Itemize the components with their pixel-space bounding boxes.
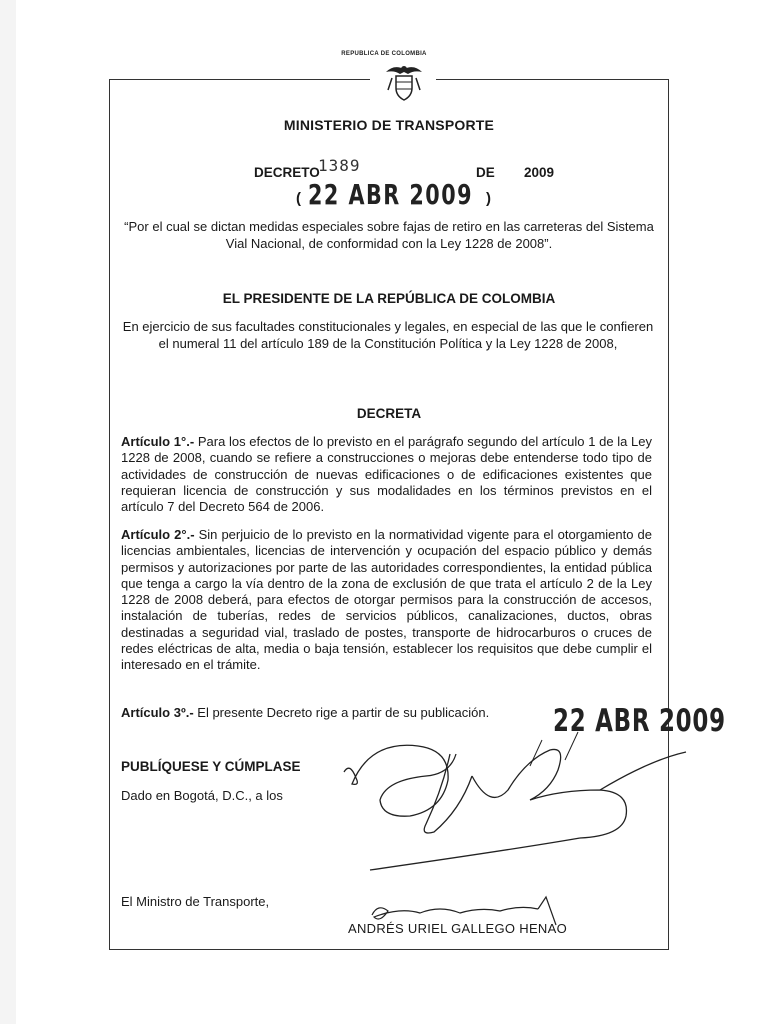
decreta-heading: DECRETA bbox=[356, 406, 422, 421]
ministry-title: MINISTERIO DE TRANSPORTE bbox=[283, 117, 495, 133]
decreto-label: DECRETO bbox=[254, 165, 320, 180]
president-heading: EL PRESIDENTE DE LA REPÚBLICA DE COLOMBIA bbox=[222, 291, 556, 306]
paren-open: ( bbox=[296, 190, 301, 207]
de-label: DE bbox=[476, 165, 495, 180]
decree-number: 1389 bbox=[318, 156, 361, 175]
article-label: Artículo 1°.- bbox=[121, 434, 195, 449]
ministro-label: El Ministro de Transporte, bbox=[121, 894, 270, 909]
paren-close: ) bbox=[486, 190, 491, 207]
date-stamp-bottom: 22 ABR 2009 bbox=[553, 703, 726, 739]
dado-text: Dado en Bogotá, D.C., a los bbox=[121, 788, 283, 803]
decree-year: 2009 bbox=[524, 165, 555, 180]
article-label: Artículo 2°.- bbox=[121, 527, 195, 542]
article-text: El presente Decreto rige a partir de su publicación. bbox=[197, 705, 490, 720]
signer-name: ANDRÉS URIEL GALLEGO HENAO bbox=[348, 921, 567, 936]
article-text: Sin perjuicio de lo previsto en la normatividad vigente para el otorgamiento de licencias ambientales, licencias de intervención y ocupación del espacio público y demás permisos y autorizaciones por parte de las autoridades correspondientes, la entidad pública que tenga a cargo la vía dentro de la zona de exclusión de que trata el artículo 2 de la Ley 1228 de 2008 deberá, para efectos de otorgar permisos para la construcción de accesos, instalación de tuberías, redes de servicios públicos, canalizaciones, ductos, obras destinadas a seguridad vial, traslado de postes, transporte de hidrocarburos o cruces de redes eléctricas de alta, media o baja tensión, establecer los requisitos que debe cumplir el interesado en el trámite. bbox=[121, 527, 652, 673]
article-2 bbox=[121, 527, 652, 674]
decree-subtitle: “Por el cual se dictan medidas especiales sobre fajas de retiro en las carreteras del Sistema Vial Nacional, de conformidad con la Ley 1228 de 2008”. bbox=[124, 219, 654, 251]
considerando-text: En ejercicio de sus facultades constitucionales y legales, en especial de las que le confieren el numeral 11 del artículo 189 de la Constitución Política y la Ley 1228 de 2008, bbox=[122, 319, 654, 351]
republic-header: REPUBLICA DE COLOMBIA bbox=[341, 51, 427, 57]
article-label: Artículo 3º.- bbox=[121, 705, 194, 720]
date-stamp: 22 ABR 2009 bbox=[308, 178, 473, 211]
article-1 bbox=[121, 434, 652, 515]
colombia-coat-of-arms-icon bbox=[382, 60, 426, 104]
publiquese-heading: PUBLÍQUESE Y CÚMPLASE bbox=[121, 759, 301, 774]
president-signature bbox=[330, 720, 700, 890]
article-text: Para los efectos de lo previsto en el parágrafo segundo del artículo 1 de la Ley 1228 de 2008, cuando se refiere a construcciones o mejoras debe entenderse todo tipo de actividades de construcción de nuevas edificaciones o de edificaciones existentes que requieran licencia de construcción y sus modalidades en los términos previstos en el artículo 7 del Decreto 564 de 2006. bbox=[121, 434, 653, 515]
